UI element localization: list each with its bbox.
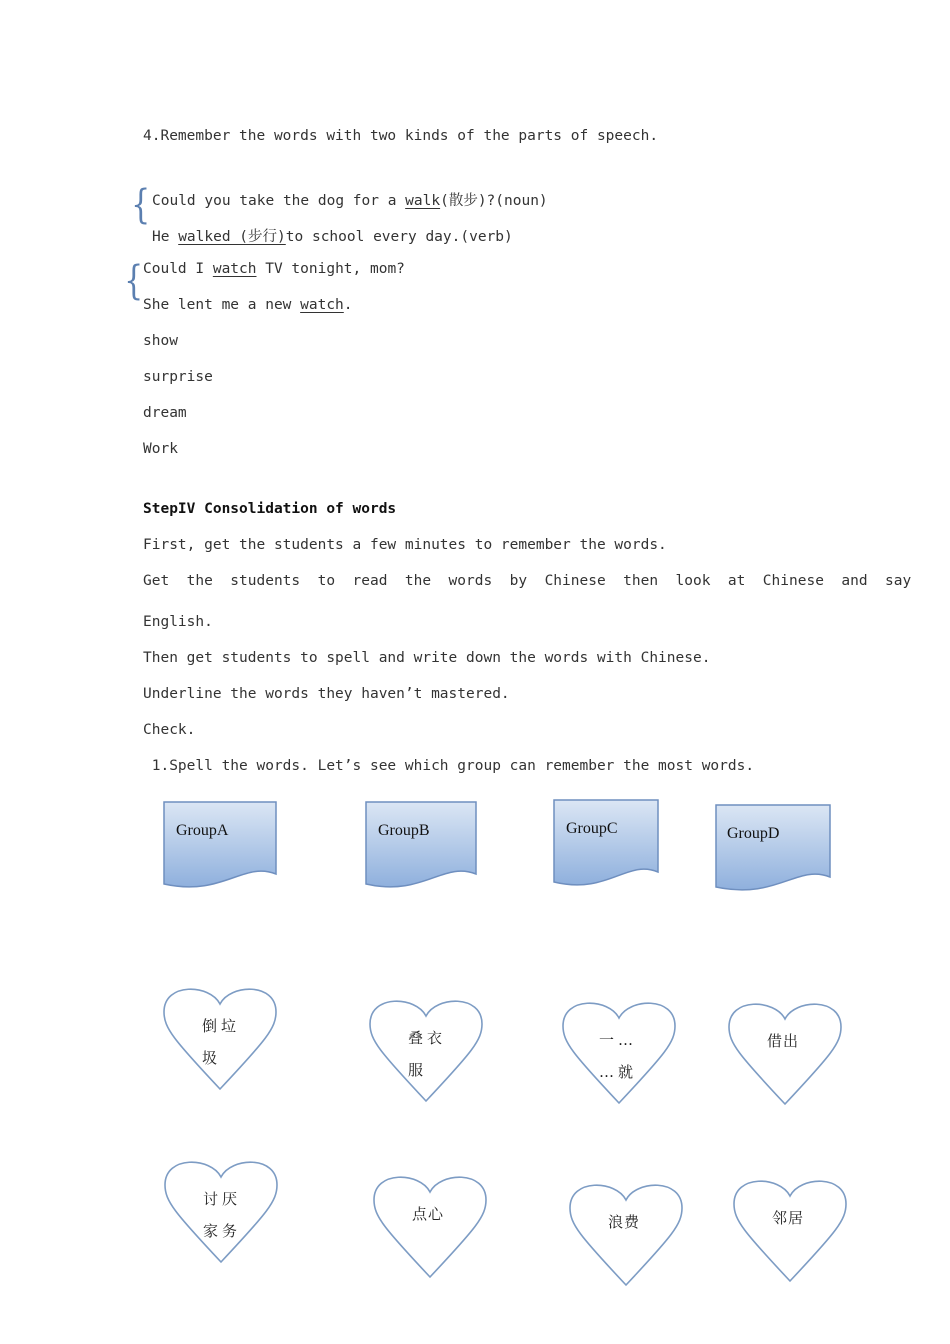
heart-card [372, 1170, 488, 1280]
word-item: surprise [143, 369, 213, 385]
instruction-line: Underline the words they haven’t mastered. [143, 686, 510, 702]
heart-text: 邻居 [772, 1209, 805, 1227]
watch-verb-sentence: Could I watch TV tonight, mom? [143, 261, 405, 277]
group-c-label: GroupC [566, 820, 618, 837]
group-b-label: GroupB [378, 822, 430, 839]
heart-card [732, 1174, 848, 1284]
heart-text: 讨厌 家务 [203, 1190, 242, 1240]
heart-text: 点心 [412, 1205, 445, 1223]
group-a-card [163, 801, 277, 893]
instruction-line: 1.Spell the words. Let’s see which group can remember the most words. [143, 758, 755, 774]
heart-text: 叠衣 服 [408, 1029, 447, 1079]
heart-card [368, 994, 484, 1104]
instruction-line: Get the students to read the words by Chinese then look at Chinese and say [143, 573, 912, 589]
word-item: Work [143, 441, 178, 457]
group-d-card [715, 804, 831, 896]
group-b-card [365, 801, 477, 893]
group-d-label: GroupD [727, 825, 780, 842]
group-a-label: GroupA [176, 822, 229, 839]
instruction-line: Then get students to spell and write down the words with Chinese. [143, 650, 711, 666]
heart-card [561, 996, 677, 1106]
word-item: dream [143, 405, 187, 421]
section-heading-parts-of-speech: 4.Remember the words with two kinds of the parts of speech. [143, 128, 659, 144]
heart-text: 借出 [767, 1032, 800, 1050]
walk-verb-sentence: He walked (步行)to school every day.(verb) [152, 229, 513, 245]
heart-card [162, 982, 278, 1092]
instruction-line: English. [143, 614, 213, 630]
heart-text: 浪费 [608, 1213, 641, 1231]
brace-icon: { [124, 258, 144, 304]
instruction-line: Check. [143, 722, 196, 738]
instruction-line: First, get the students a few minutes to remember the words. [143, 537, 667, 553]
heart-card [163, 1155, 279, 1265]
heart-card [568, 1178, 684, 1288]
watch-noun-sentence: She lent me a new watch. [143, 297, 353, 313]
section-heading-step4: StepIV Consolidation of words [143, 501, 397, 517]
heart-text: 一… …就 [599, 1031, 638, 1081]
word-item: show [143, 333, 178, 349]
group-c-card [553, 799, 659, 891]
heart-card [727, 997, 843, 1107]
heart-text: 倒垃 圾 [202, 1017, 241, 1067]
walk-noun-sentence: Could you take the dog for a walk(散步)?(noun) [152, 193, 548, 209]
brace-icon: { [131, 182, 151, 228]
